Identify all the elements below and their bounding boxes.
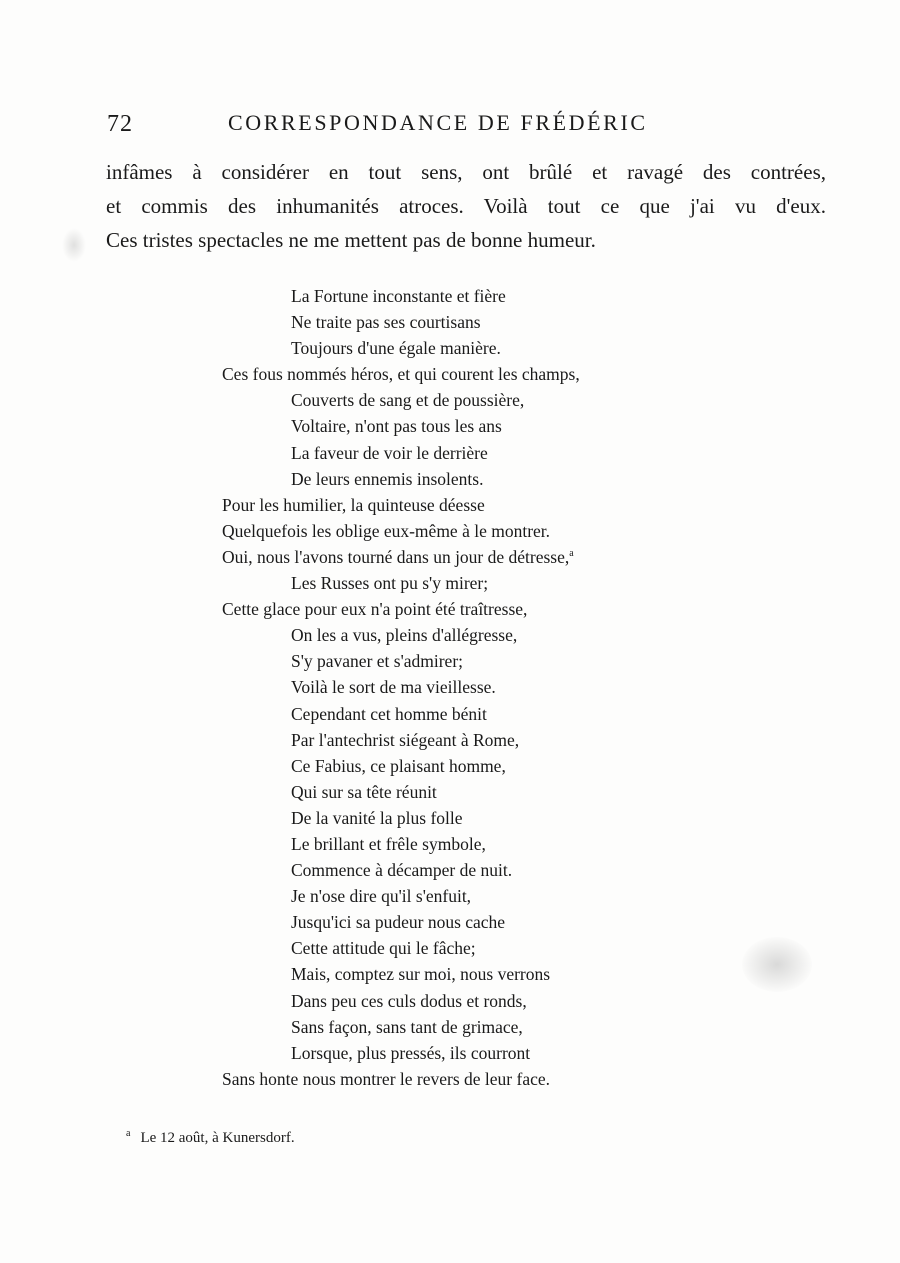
- poem-verse: Mais, comptez sur moi, nous verrons: [291, 964, 551, 985]
- poem-verse: Le brillant et frêle symbole,: [291, 833, 486, 854]
- poem-verse: Par l'antechrist siégeant à Rome,: [291, 729, 520, 750]
- poem-verse: Les Russes ont pu s'y mirer;: [291, 573, 489, 594]
- prose-paragraph: [106, 155, 826, 257]
- poem-verse: La faveur de voir le derrière: [291, 442, 488, 463]
- poem-verse: Ne traite pas ses courtisans: [291, 312, 481, 333]
- paper-smudge: [62, 228, 86, 262]
- poem-verse: Sans honte nous montrer le revers de leur face.: [222, 1068, 551, 1089]
- poem-verse: Ce Fabius, ce plaisant homme,: [291, 755, 506, 776]
- poem-verse: Je n'ose dire qu'il s'enfuit,: [291, 886, 472, 907]
- running-head: CORRESPONDANCE DE FRÉDÉRIC: [228, 110, 648, 135]
- poem-verse: Ces fous nommés héros, et qui courent les champs,: [222, 364, 580, 385]
- poem-verse: De la vanité la plus folle: [291, 807, 463, 828]
- poem-verse: Couverts de sang et de poussière,: [291, 390, 525, 411]
- poem-verse: Jusqu'ici sa pudeur nous cache: [291, 912, 506, 933]
- poem-verse: Cette glace pour eux n'a point été traîtresse,: [222, 599, 528, 620]
- footnote: [126, 1128, 295, 1147]
- poem-verse: Lorsque, plus pressés, ils courront: [291, 1042, 531, 1063]
- poem-verse: Pour les humilier, la quinteuse déesse: [222, 494, 485, 515]
- poem-verse: Voilà le sort de ma vieillesse.: [291, 677, 496, 698]
- poem-verse: Sans façon, sans tant de grimace,: [291, 1016, 523, 1037]
- poem: [222, 283, 580, 1092]
- poem-verse: Qui sur sa tête réunit: [291, 781, 437, 802]
- poem-verse: Cette attitude qui le fâche;: [291, 938, 476, 959]
- page-number: 72: [107, 111, 133, 137]
- paper-smudge: [742, 937, 812, 992]
- prose-line: Ces tristes spectacles ne me mettent pas de bonne humeur.: [106, 228, 596, 252]
- footnote-reference: a: [569, 548, 574, 560]
- poem-verse: Dans peu ces culs dodus et ronds,: [291, 990, 527, 1011]
- prose-line: et commis des inhumanités atroces. Voilà tout ce que j'ai vu d'eux.: [106, 194, 826, 218]
- poem-verse: Quelquefois les oblige eux-même à le montrer.: [222, 520, 551, 541]
- poem-verse-with-note: [222, 544, 580, 570]
- poem-verse: La Fortune inconstante et fière: [291, 286, 506, 306]
- poem-verse: S'y pavaner et s'admirer;: [291, 651, 464, 672]
- prose-line: infâmes à considérer en tout sens, ont brûlé et ravagé des contrées,: [106, 160, 826, 184]
- poem-verse: Voltaire, n'ont pas tous les ans: [291, 416, 502, 437]
- poem-verse-text: Oui, nous l'avons tourné dans un jour de détresse,: [222, 546, 570, 567]
- poem-verse: Cependant cet homme bénit: [291, 703, 487, 724]
- poem-verse: Toujours d'une égale manière.: [291, 338, 501, 359]
- footnote-text: Le 12 août, à Kunersdorf.: [140, 1130, 295, 1146]
- poem-verse: On les a vus, pleins d'allégresse,: [291, 625, 518, 646]
- poem-verse: Commence à décamper de nuit.: [291, 860, 513, 881]
- footnote-mark: a: [126, 1128, 131, 1139]
- poem-verse: De leurs ennemis insolents.: [291, 468, 484, 489]
